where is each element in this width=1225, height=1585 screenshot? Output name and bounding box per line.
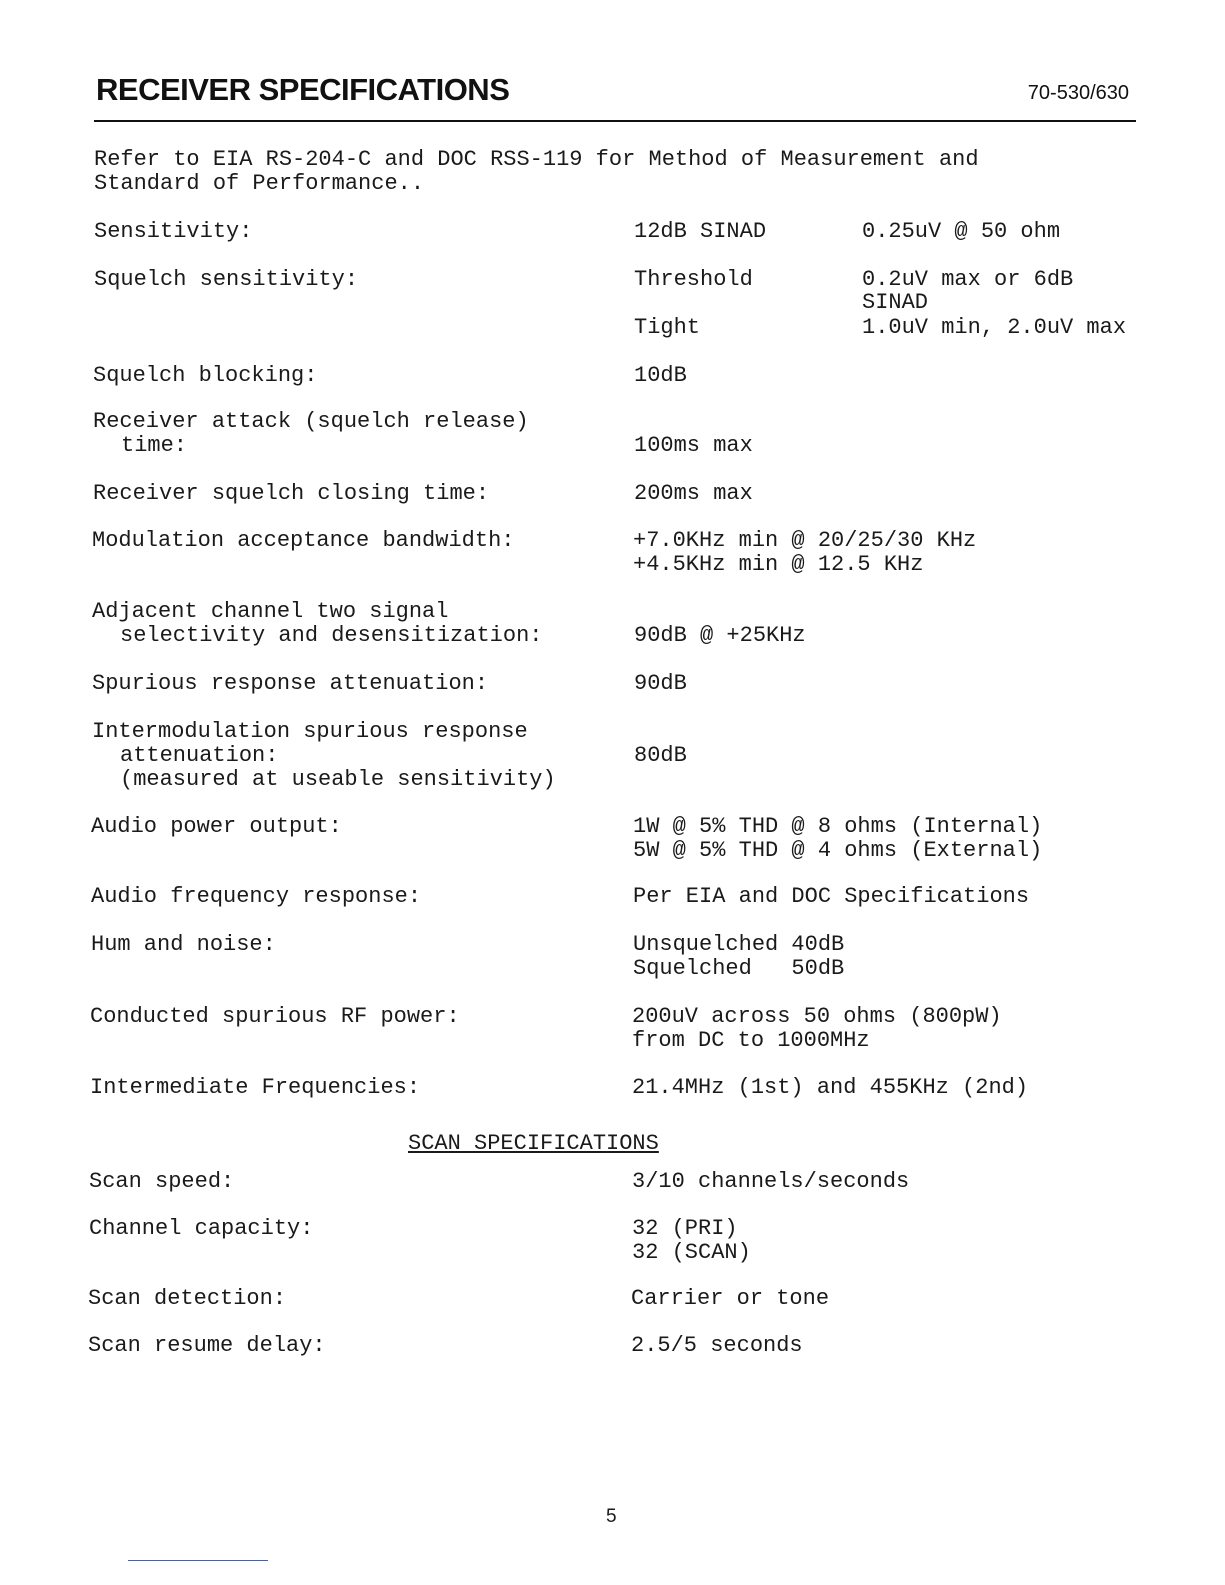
spec-value2-threshold-line-2: SINAD: [862, 290, 929, 315]
spec-label-intermodulation-line-1: Intermodulation spurious response: [92, 719, 528, 744]
spec-value-adjacent-channel: 90dB @ +25KHz: [634, 623, 806, 648]
intro-line-2: Standard of Performance..: [94, 171, 425, 196]
scan-specifications-heading: SCAN SPECIFICATIONS: [408, 1131, 659, 1156]
spec-value-intermodulation: 80dB: [634, 743, 687, 768]
spec-label-intermodulation-line-2: attenuation:: [120, 743, 279, 768]
spec-label-modulation-bandwidth: Modulation acceptance bandwidth:: [92, 528, 515, 553]
footer-rule: [128, 1560, 268, 1561]
scan-label-resume-delay: Scan resume delay:: [88, 1333, 326, 1358]
page-number: 5: [606, 1506, 617, 1527]
spec-value-threshold: Threshold: [634, 267, 753, 292]
model-number: 70-530/630: [1027, 82, 1129, 104]
spec-label-squelch-sensitivity: Squelch sensitivity:: [94, 267, 359, 292]
spec-value-conducted-rf-line-1: 200uV across 50 ohms (800pW): [632, 1004, 1002, 1029]
spec-value-audio-frequency: Per EIA and DOC Specifications: [633, 884, 1030, 909]
spec-value-squelch-blocking: 10dB: [634, 363, 687, 388]
spec-label-squelch-blocking: Squelch blocking:: [93, 363, 318, 388]
spec-value-spurious-response: 90dB: [634, 671, 687, 696]
spec-value-intermediate-frequencies: 21.4MHz (1st) and 455KHz (2nd): [632, 1075, 1029, 1100]
spec-label-conducted-rf: Conducted spurious RF power:: [90, 1004, 460, 1029]
spec-label-audio-frequency: Audio frequency response:: [91, 884, 422, 909]
spec-value-modulation-bandwidth-line-2: +4.5KHz min @ 12.5 KHz: [633, 552, 924, 577]
scan-value-channel-capacity-line-1: 32 (PRI): [632, 1216, 738, 1241]
spec-label-squelch-closing: Receiver squelch closing time:: [93, 481, 490, 506]
spec-value-receiver-attack: 100ms max: [634, 433, 753, 458]
spec-value-modulation-bandwidth-line-1: +7.0KHz min @ 20/25/30 KHz: [633, 528, 977, 553]
spec-label-audio-power: Audio power output:: [91, 814, 342, 839]
scan-value-speed: 3/10 channels/seconds: [632, 1169, 910, 1194]
spec-value-hum-noise-line-2: Squelched 50dB: [633, 956, 845, 981]
spec-label-intermediate-frequencies: Intermediate Frequencies:: [90, 1075, 421, 1100]
scan-value-detection: Carrier or tone: [631, 1286, 830, 1311]
spec-value-conducted-rf-line-2: from DC to 1000MHz: [632, 1028, 870, 1053]
spec-label-intermodulation-line-3: (measured at useable sensitivity): [120, 767, 556, 792]
spec-label-receiver-attack-line-2: time:: [121, 433, 188, 458]
scan-label-channel-capacity: Channel capacity:: [89, 1216, 314, 1241]
spec-value2-sensitivity: 0.25uV @ 50 ohm: [862, 219, 1061, 244]
scan-value-resume-delay: 2.5/5 seconds: [631, 1333, 803, 1358]
scan-label-speed: Scan speed:: [89, 1169, 235, 1194]
spec-label-hum-noise: Hum and noise:: [91, 932, 276, 957]
spec-label-receiver-attack-line-1: Receiver attack (squelch release): [93, 409, 529, 434]
spec-value-hum-noise-line-1: Unsquelched 40dB: [633, 932, 845, 957]
spec-value-audio-power-line-1: 1W @ 5% THD @ 8 ohms (Internal): [633, 814, 1043, 839]
scan-label-detection: Scan detection:: [88, 1286, 287, 1311]
spec-value-squelch-closing: 200ms max: [634, 481, 753, 506]
spec-label-sensitivity: Sensitivity:: [94, 219, 253, 244]
intro-line-1: Refer to EIA RS-204-C and DOC RSS-119 for Method of Measurement and: [94, 147, 979, 172]
spec-value-tight: Tight: [634, 315, 701, 340]
spec-label-adjacent-channel-line-1: Adjacent channel two signal: [92, 599, 449, 624]
spec-value-sensitivity: 12dB SINAD: [634, 219, 767, 244]
scan-value-channel-capacity-line-2: 32 (SCAN): [632, 1240, 751, 1265]
spec-value2-threshold-line-1: 0.2uV max or 6dB: [862, 267, 1074, 292]
header-rule: [94, 120, 1136, 122]
spec-value2-tight: 1.0uV min, 2.0uV max: [862, 315, 1127, 340]
page-title: RECEIVER SPECIFICATIONS: [96, 72, 510, 107]
spec-label-spurious-response: Spurious response attenuation:: [92, 671, 489, 696]
spec-label-adjacent-channel-line-2: selectivity and desensitization:: [120, 623, 543, 648]
spec-value-audio-power-line-2: 5W @ 5% THD @ 4 ohms (External): [633, 838, 1043, 863]
